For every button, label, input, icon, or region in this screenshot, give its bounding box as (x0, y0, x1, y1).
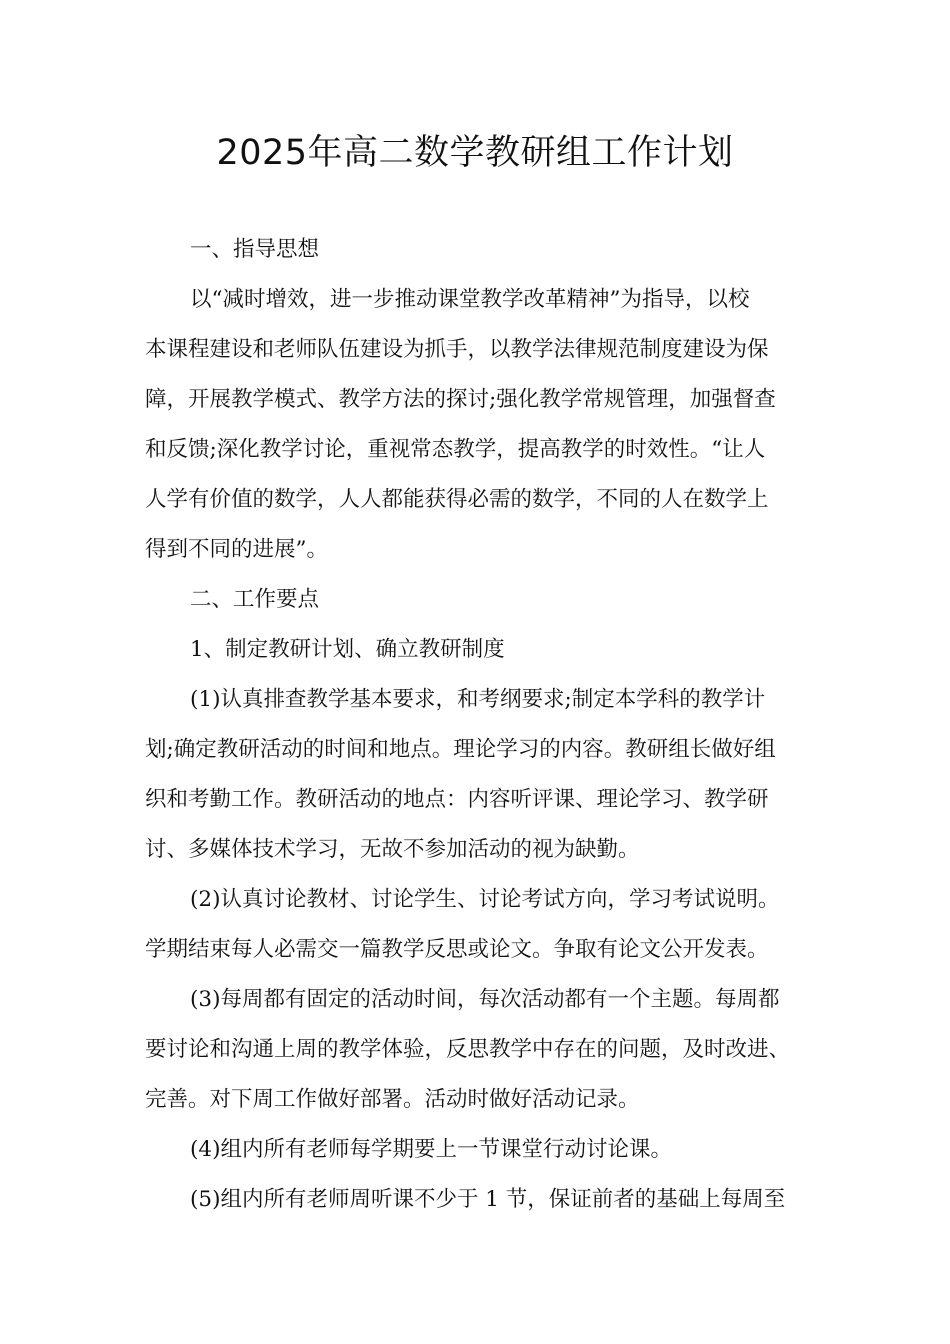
text-line: (5)组内所有老师周听课不少于 1 节，保证前者的基础上每周至 (190, 1187, 786, 1212)
text-line: 织和考勤工作。教研活动的地点：内容听评课、理论学习、教学研 (145, 787, 769, 812)
text-line: 要讨论和沟通上周的教学体验，反思教学中存在的问题，及时改进、 (145, 1037, 791, 1062)
text-line: (1)认真排查教学基本要求，和考纲要求;制定本学科的教学计 (190, 687, 766, 712)
text-line: 得到不同的进展”。 (145, 537, 328, 562)
text-line: 以“减时增效，进一步推动课堂教学改革精神”为指导，以校 (190, 287, 750, 312)
text-line: 和反馈;深化教学讨论，重视常态教学，提高教学的时效性。“让人 (145, 437, 766, 462)
text-line: 1、制定教研计划、确立教研制度 (190, 637, 505, 662)
text-line: 学期结束每人必需交一篇教学反思或论文。争取有论文公开发表。 (145, 937, 769, 962)
text-line: 讨、多媒体技术学习，无故不参加活动的视为缺勤。 (145, 837, 640, 862)
text-line: (2)认真讨论教材、讨论学生、讨论考试方向，学习考试说明。 (190, 887, 780, 912)
text-line: 二、工作要点 (190, 587, 320, 612)
text-line: (3)每周都有固定的活动时间，每次活动都有一个主题。每周都 (190, 987, 780, 1012)
text-line: 本课程建设和老师队伍建设为抓手，以教学法律规范制度建设为保 (145, 337, 769, 362)
text-line: 划;确定教研活动的时间和地点。理论学习的内容。教研组长做好组 (145, 737, 776, 762)
text-line: 完善。对下周工作做好部署。活动时做好活动记录。 (145, 1087, 640, 1112)
text-line: 人学有价值的数学，人人都能获得必需的数学，不同的人在数学上 (145, 487, 769, 512)
text-line: 一、指导思想 (190, 237, 320, 262)
text-line: (4)组内所有老师每学期要上一节课堂行动讨论课。 (190, 1137, 672, 1162)
document-body (145, 225, 835, 1225)
document-title: 2025年高二数学教研组工作计划 (216, 133, 734, 173)
text-line: 障，开展教学模式、教学方法的探讨;强化教学常规管理，加强督查 (145, 387, 776, 412)
